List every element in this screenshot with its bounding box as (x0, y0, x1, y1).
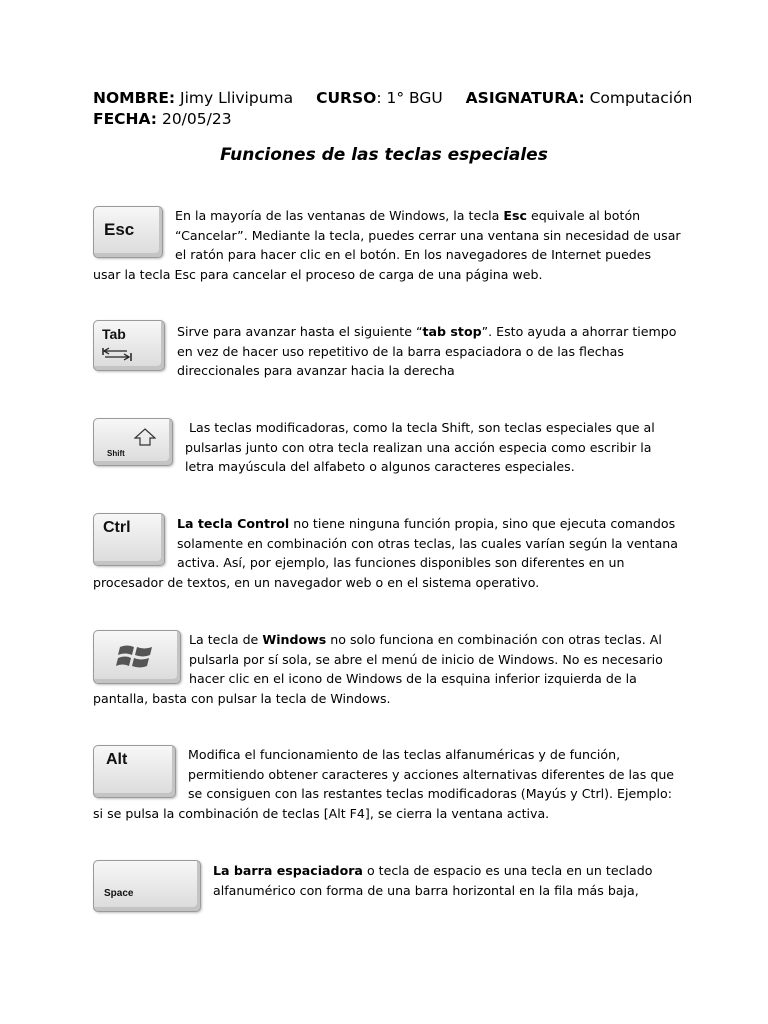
document-header (93, 88, 693, 130)
ctrl-key-label: Ctrl (103, 519, 131, 536)
document-title: Funciones de las teclas especiales (220, 145, 548, 165)
curso-value: : 1° BGU (376, 89, 443, 107)
nombre-value: Jimy Llivipuma (180, 89, 294, 107)
tab-key-label: Tab (102, 326, 126, 342)
shift-key-label: Shift (107, 449, 125, 458)
nombre-label: NOMBRE: (93, 89, 176, 107)
shift-description: Las teclas modificadoras, como la tecla Shift, son teclas especiales que al pulsarlas junto con otra tecla realizan una acción especia como escribir la letra mayúscula del alfabeto o algunos caracteres especiales. (185, 420, 655, 474)
ctrl-description: La tecla Control no tiene ninguna función propia, sino que ejecuta comandos solamente en combinación con otras teclas, las cuales varían según la ventana activa. Así, por ejemplo, las funciones disponibles son diferentes en un procesador de textos, en un navegador web o en el sistema operativo. (93, 516, 679, 590)
asignatura-value: Computación (589, 89, 693, 107)
tab-key-icon (93, 320, 165, 371)
shift-arrow-icon (134, 428, 156, 446)
windows-description: La tecla de Windows no solo funciona en combinación con otras teclas. Al pulsarla por sí sola, se abre el menú de inicio de Windows. No es necesario hacer clic en el icono de Windows de la esquina inferior izquierda de la pantalla, basta con pulsar la tecla de Windows. (93, 632, 663, 706)
tab-arrows-icon (101, 345, 135, 363)
alt-description: Modifica el funcionamiento de las teclas alfanuméricas y de función, permitiendo obtener caracteres y acciones alternativas diferentes de las que se consiguen con las restantes teclas modificadoras (Mayús y Ctrl). Ejemplo: si se pulsa la combinación de teclas [Alt F4], se cierra la ventana activa. (93, 747, 675, 821)
fecha-value: 20/05/23 (161, 110, 232, 128)
alt-key-label: Alt (106, 751, 128, 768)
header-line-1 (93, 88, 693, 109)
header-line-2 (93, 109, 693, 130)
space-key-label: Space (104, 888, 134, 899)
fecha-label: FECHA: (93, 110, 158, 128)
curso-label: CURSO (316, 89, 377, 107)
space-description: La barra espaciadora o tecla de espacio es una tecla en un teclado alfanumérico con forma de una barra horizontal en la fila más baja, (213, 863, 653, 898)
esc-description: En la mayoría de las ventanas de Windows, la tecla Esc equivale al botón “Cancelar”. Mediante la tecla, puedes cerrar una ventana sin necesidad de usar el ratón para hacer clic en el botón. En los navegadores de Internet puedes usar la tecla Esc para cancelar el proceso de carga de una página web. (93, 208, 681, 282)
asignatura-label: ASIGNATURA: (465, 89, 585, 107)
shift-key-icon (93, 418, 173, 466)
esc-key-label: Esc (104, 220, 135, 239)
tab-description: Sirve para avanzar hasta el siguiente “tab stop”. Esto ayuda a ahorrar tiempo en vez de hacer uso repetitivo de la barra espaciadora o de las flechas direccionales para avanzar hacia la derecha (177, 324, 677, 378)
space-key-icon (93, 860, 201, 912)
